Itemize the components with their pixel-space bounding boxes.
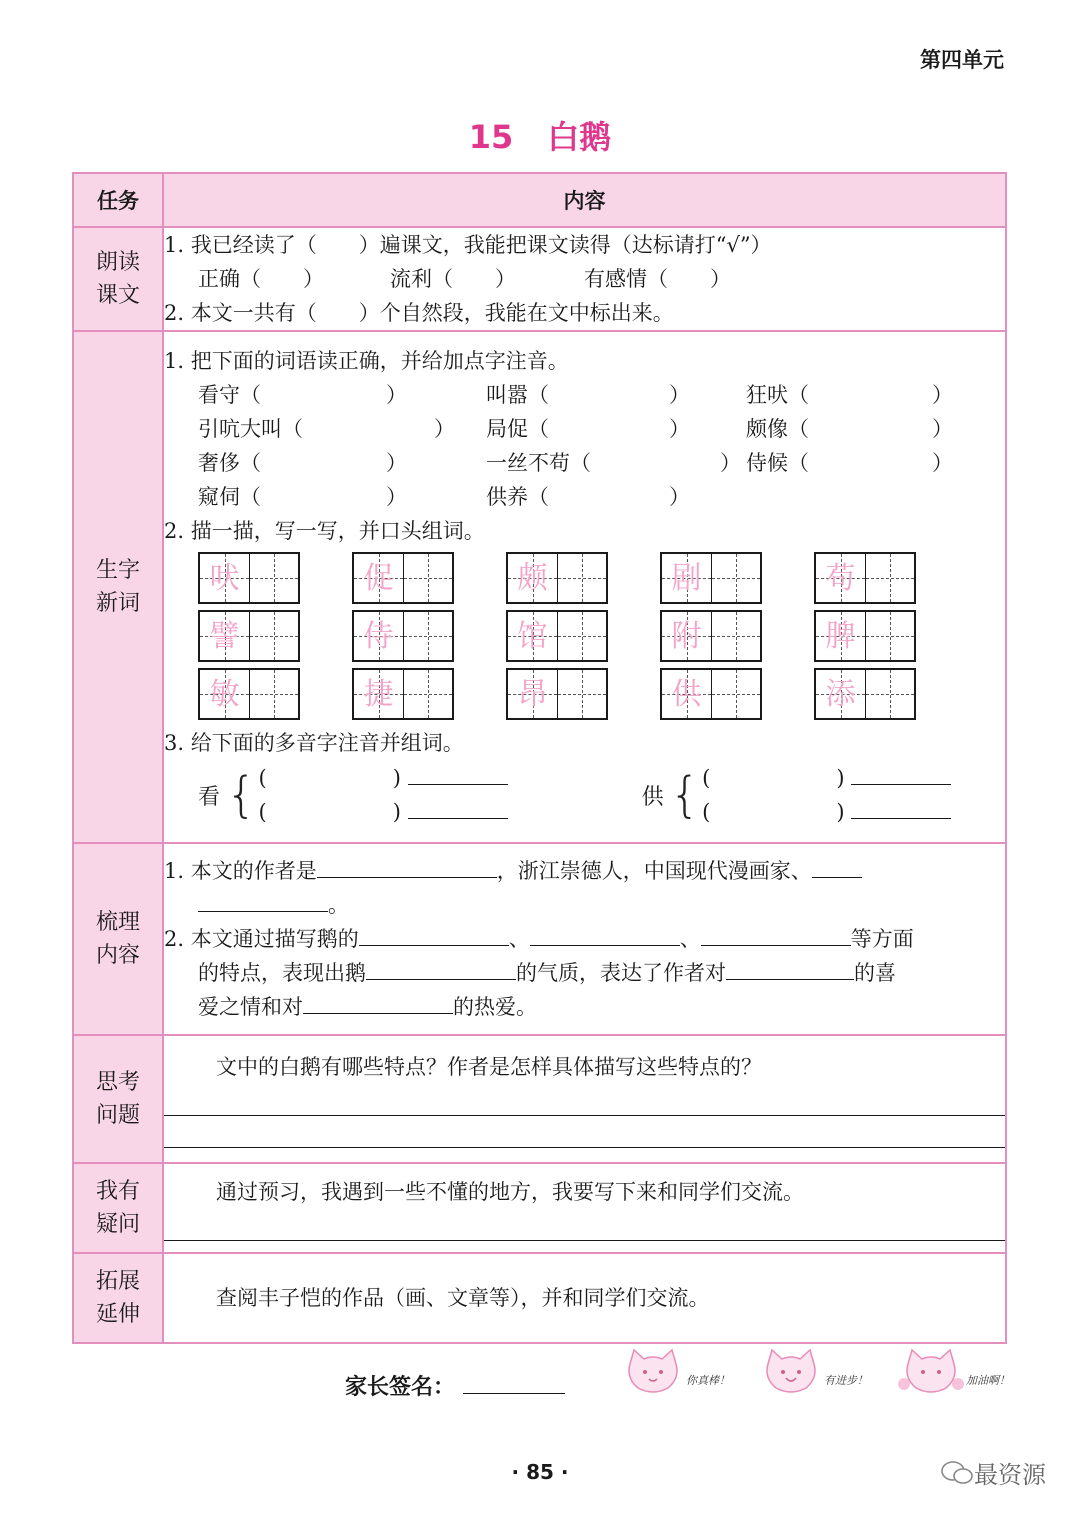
text: 1. 本文的作者是 — [164, 859, 317, 883]
watermark-text: 最资源 — [974, 1461, 1046, 1489]
task-table — [72, 172, 1007, 1344]
task-label: 朗读 — [95, 250, 140, 275]
content-words — [163, 331, 1006, 843]
text: 、 — [679, 927, 701, 951]
table-header-row — [73, 173, 1006, 227]
signature-label: 家长签名： — [345, 1375, 456, 1400]
pinyin-paren[interactable]: ( ) — [258, 766, 401, 790]
text: 2. 本文通过描写鹅的 — [164, 927, 359, 951]
check-emotion[interactable]: 有感情（ ） — [584, 267, 731, 291]
task-extend — [73, 1253, 163, 1343]
write-cell[interactable] — [711, 554, 760, 602]
trace-cell[interactable] — [816, 670, 865, 718]
sticker-text: 你真棒！ — [686, 1374, 730, 1387]
answer-blank[interactable] — [812, 855, 862, 878]
text-line: 1. 我已经读了（ ）遍课文，我能把课文读得（达标请打“√”） — [164, 233, 772, 257]
checklist-line — [164, 262, 1005, 296]
lesson-number: 15 — [468, 118, 514, 156]
row-sort — [73, 843, 1006, 1035]
polyphone-kan — [198, 760, 508, 830]
text: 的热爱。 — [453, 995, 537, 1019]
content-extend — [163, 1253, 1006, 1343]
tianzige-box[interactable] — [660, 552, 762, 604]
trace-char: 馆 — [517, 619, 548, 654]
row-think — [73, 1035, 1006, 1163]
task-words — [73, 331, 163, 843]
paren: ） — [932, 383, 953, 407]
tianzige-box[interactable] — [198, 610, 300, 662]
polyphone-gong — [642, 760, 952, 830]
check-fluent[interactable]: 流利（ ） — [390, 267, 516, 291]
task-label: 新词 — [95, 591, 140, 616]
content-doubt — [163, 1163, 1006, 1253]
grid-row — [198, 610, 1005, 662]
trace-char: 附 — [671, 619, 702, 654]
polyphone-section — [164, 760, 1005, 830]
row-doubt — [73, 1163, 1006, 1253]
paren: ） — [669, 485, 690, 509]
word-yinhangdajiao: 引吭大叫（ — [198, 417, 303, 441]
trace-cell[interactable] — [200, 612, 249, 660]
text-line — [164, 956, 1005, 990]
text: 。 — [328, 893, 349, 917]
answer-blank[interactable] — [851, 762, 951, 785]
question-3: 3. 给下面的多音字注音并组词。 — [164, 731, 464, 755]
sticker-text: 加油啊！ — [966, 1374, 1010, 1387]
answer-blank[interactable] — [851, 796, 951, 819]
watermark — [940, 1455, 1046, 1490]
write-cell[interactable] — [865, 670, 914, 718]
cat-icon — [622, 1346, 684, 1396]
trace-char: 颇 — [517, 561, 548, 596]
trace-cell[interactable] — [354, 612, 403, 660]
trace-char: 剧 — [671, 561, 702, 596]
text-line: 2. 本文一共有（ ）个自然段，我能在文中标出来。 — [164, 301, 674, 325]
polyphone-char: 供 — [641, 784, 664, 810]
word-yisibugou: 一丝不苟（ — [486, 451, 591, 475]
sticker-great — [622, 1346, 730, 1396]
trace-cell[interactable] — [508, 670, 557, 718]
task-label: 生字 — [95, 558, 140, 583]
cat-icon — [898, 1346, 964, 1396]
sticker-cheer — [898, 1346, 1010, 1396]
task-label: 思考 — [95, 1070, 140, 1095]
pinyin-row — [164, 378, 1005, 412]
pinyin-paren[interactable]: ( ) — [702, 800, 845, 824]
text: 的喜 — [854, 961, 896, 985]
brace-icon: { — [669, 767, 701, 823]
row-read — [73, 227, 1006, 331]
answer-blank[interactable] — [408, 796, 508, 819]
write-cell[interactable] — [403, 612, 452, 660]
text: 、 — [508, 927, 530, 951]
trace-char: 侍 — [363, 619, 394, 654]
task-label: 我有 — [95, 1179, 140, 1204]
trace-char: 供 — [671, 677, 702, 712]
tianzige-box[interactable] — [660, 610, 762, 662]
word-kanshou: 看守（ — [198, 383, 261, 407]
wechat-icon — [940, 1460, 974, 1486]
write-cell[interactable] — [711, 670, 760, 718]
answer-blank[interactable] — [303, 991, 453, 1014]
paren: ） — [932, 451, 953, 475]
question-text: 文中的白鹅有哪些特点？作者是怎样具体描写这些特点的？ — [216, 1055, 762, 1079]
polyphone-char: 看 — [198, 784, 221, 810]
task-read — [73, 227, 163, 331]
trace-cell[interactable] — [508, 612, 557, 660]
word-juci: 局促（ — [486, 417, 549, 441]
paren: ） — [720, 451, 741, 475]
text-line — [164, 922, 1005, 956]
row-extend — [73, 1253, 1006, 1343]
content-read — [163, 227, 1006, 331]
task-label: 内容 — [95, 943, 140, 968]
check-correct[interactable]: 正确（ ） — [198, 267, 324, 291]
answer-blank[interactable] — [359, 923, 509, 946]
text: 的特点，表现出鹅 — [198, 961, 366, 985]
text-line — [164, 990, 1005, 1024]
write-cell[interactable] — [865, 612, 914, 660]
paren: ） — [932, 417, 953, 441]
answer-blank[interactable] — [366, 957, 516, 980]
unit-label: 第四单元 — [920, 48, 1004, 72]
text: 的气质，表达了作者对 — [516, 961, 726, 985]
tianzige-grid — [164, 552, 1005, 720]
text: 等方面 — [850, 927, 914, 951]
write-cell[interactable] — [249, 554, 298, 602]
question-text: 查阅丰子恺的作品（画、文章等），并和同学们交流。 — [216, 1286, 710, 1310]
task-doubt — [73, 1163, 163, 1253]
task-label: 课文 — [95, 283, 140, 308]
word-shechi: 奢侈（ — [198, 451, 261, 475]
tianzige-box[interactable] — [814, 610, 916, 662]
paren: ） — [386, 485, 407, 509]
tianzige-box[interactable] — [352, 552, 454, 604]
paren: ） — [386, 451, 407, 475]
tianzige-box[interactable] — [814, 668, 916, 720]
paren: ） — [669, 383, 690, 407]
text: ，浙江崇德人，中国现代漫画家、 — [496, 859, 812, 883]
lesson-name: 白鹅 — [547, 118, 612, 156]
trace-cell[interactable] — [508, 554, 557, 602]
write-cell[interactable] — [403, 554, 452, 602]
trace-cell[interactable] — [816, 554, 865, 602]
answer-line[interactable] — [164, 1116, 1005, 1148]
cat-icon — [760, 1346, 822, 1396]
task-label: 梳理 — [95, 910, 140, 935]
signature-blank[interactable] — [463, 1371, 565, 1394]
answer-blank[interactable] — [198, 889, 328, 912]
text-line — [164, 888, 1005, 922]
sticker-progress — [760, 1346, 868, 1396]
sticker-text: 有进步！ — [824, 1374, 868, 1387]
write-cell[interactable] — [865, 554, 914, 602]
trace-char: 敏 — [209, 677, 240, 712]
trace-char: 添 — [825, 677, 856, 712]
tianzige-box[interactable] — [506, 610, 608, 662]
trace-cell[interactable] — [662, 612, 711, 660]
answer-blank[interactable] — [726, 957, 854, 980]
write-cell[interactable] — [711, 612, 760, 660]
answer-blank[interactable] — [530, 923, 680, 946]
pinyin-row — [164, 446, 1005, 480]
tianzige-box[interactable] — [660, 668, 762, 720]
tianzige-box[interactable] — [352, 668, 454, 720]
word-kuisi: 窥伺（ — [198, 485, 261, 509]
tianzige-box[interactable] — [198, 668, 300, 720]
trace-cell[interactable] — [354, 670, 403, 718]
write-cell[interactable] — [249, 612, 298, 660]
write-cell[interactable] — [403, 670, 452, 718]
word-poxiang: 颇像（ — [746, 417, 809, 441]
write-cell[interactable] — [249, 670, 298, 718]
answer-blank[interactable] — [408, 762, 508, 785]
col-task-header: 任务 — [73, 173, 163, 227]
task-label: 延伸 — [95, 1302, 140, 1327]
pinyin-row — [164, 480, 1005, 514]
question-2: 2. 描一描，写一写，并口头组词。 — [164, 519, 485, 543]
col-content-header: 内容 — [163, 173, 1006, 227]
answer-line[interactable] — [164, 1084, 1005, 1116]
word-jiaoxiao: 叫嚣（ — [486, 383, 549, 407]
trace-cell[interactable] — [354, 554, 403, 602]
word-shihou: 侍候（ — [746, 451, 809, 475]
word-kuangfei: 狂吠（ — [746, 383, 809, 407]
content-think — [163, 1035, 1006, 1163]
trace-cell[interactable] — [816, 612, 865, 660]
trace-char: 昂 — [517, 677, 548, 712]
write-cell[interactable] — [557, 554, 606, 602]
answer-blank[interactable] — [701, 923, 851, 946]
paren: ） — [386, 383, 407, 407]
task-label: 疑问 — [95, 1212, 140, 1237]
tianzige-box[interactable] — [198, 552, 300, 604]
brace-icon: { — [226, 767, 257, 823]
trace-cell[interactable] — [662, 554, 711, 602]
write-cell[interactable] — [557, 612, 606, 660]
task-sort — [73, 843, 163, 1035]
lesson-title — [0, 112, 1080, 158]
task-label: 问题 — [95, 1103, 140, 1128]
task-label: 拓展 — [95, 1269, 140, 1294]
tianzige-box[interactable] — [814, 552, 916, 604]
trace-cell[interactable] — [200, 670, 249, 718]
paren: ） — [669, 417, 690, 441]
write-cell[interactable] — [557, 670, 606, 718]
task-think — [73, 1035, 163, 1163]
word-gongyang: 供养（ — [486, 485, 549, 509]
pinyin-row — [164, 412, 1005, 446]
trace-char: 脾 — [825, 619, 856, 654]
trace-char: 苟 — [825, 561, 856, 596]
trace-cell[interactable] — [200, 554, 249, 602]
trace-char: 譬 — [209, 619, 240, 654]
text-line — [164, 854, 1005, 888]
grid-row — [198, 552, 1005, 604]
page-number: · 85 · — [511, 1460, 569, 1484]
trace-char: 吠 — [209, 561, 240, 596]
trace-char: 捷 — [363, 677, 394, 712]
answer-line[interactable] — [164, 1209, 1005, 1241]
question-1: 1. 把下面的词语读正确，并给加点字注音。 — [164, 349, 569, 373]
row-words — [73, 331, 1006, 843]
content-sort — [163, 843, 1006, 1035]
answer-blank[interactable] — [317, 855, 497, 878]
trace-char: 促 — [363, 561, 394, 596]
parent-signature — [345, 1370, 565, 1401]
grid-row — [198, 668, 1005, 720]
trace-cell[interactable] — [662, 670, 711, 718]
tianzige-box[interactable] — [352, 610, 454, 662]
tianzige-box[interactable] — [506, 552, 608, 604]
tianzige-box[interactable] — [506, 668, 608, 720]
paren: ） — [434, 417, 455, 441]
pinyin-paren[interactable]: ( ) — [258, 800, 401, 824]
text: 爱之情和对 — [198, 995, 303, 1019]
pinyin-paren[interactable]: ( ) — [702, 766, 845, 790]
question-text: 通过预习，我遇到一些不懂的地方，我要写下来和同学们交流。 — [216, 1180, 804, 1204]
